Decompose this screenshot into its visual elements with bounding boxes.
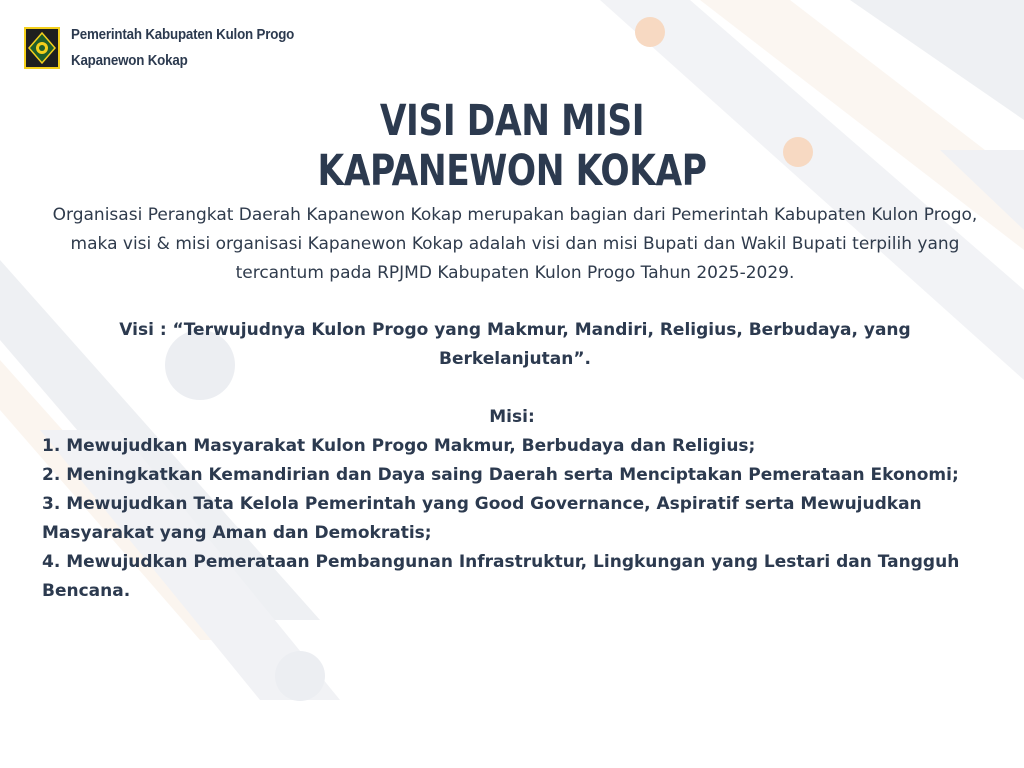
org-line-2: Kapanewon Kokap — [71, 53, 188, 69]
misi-item: 3. Mewujudkan Tata Kelola Pemerintah yang Good Governance, Aspiratif serta Mewujudkan Masyarakat yang Aman dan Demokratis; — [42, 494, 922, 543]
title-line-1: VISI DAN MISI — [379, 96, 645, 146]
kulon-progo-emblem-icon — [24, 25, 60, 71]
misi-heading: Misi: — [489, 407, 535, 427]
misi-list — [42, 432, 990, 606]
misi-item: 2. Meningkatkan Kemandirian dan Daya saing Daerah serta Menciptakan Pemerataan Ekonomi; — [42, 465, 959, 485]
page-title — [0, 96, 1024, 196]
misi-item: 4. Mewujudkan Pemerataan Pembangunan Infrastruktur, Lingkungan yang Lestari dan Tangguh Bencana. — [42, 552, 960, 601]
visi-statement: Visi : “Terwujudnya Kulon Progo yang Makmur, Mandiri, Religius, Berbudaya, yang Berkelanjutan”. — [119, 320, 911, 369]
title-line-2: KAPANEWON KOKAP — [317, 146, 707, 196]
intro-paragraph: Organisasi Perangkat Daerah Kapanewon Kokap merupakan bagian dari Pemerintah Kabupaten Kulon Progo, maka visi & misi organisasi Kapanewon Kokap adalah visi dan misi Bupati dan Wakil Bupati terpilih yang tercantum pada RPJMD Kabupaten Kulon Progo Tahun 2025-2029. — [52, 205, 978, 283]
header — [24, 22, 314, 74]
organization-name — [71, 22, 294, 74]
org-line-1: Pemerintah Kabupaten Kulon Progo — [71, 27, 295, 43]
misi-item: 1. Mewujudkan Masyarakat Kulon Progo Makmur, Berbudaya dan Religius; — [42, 436, 756, 456]
